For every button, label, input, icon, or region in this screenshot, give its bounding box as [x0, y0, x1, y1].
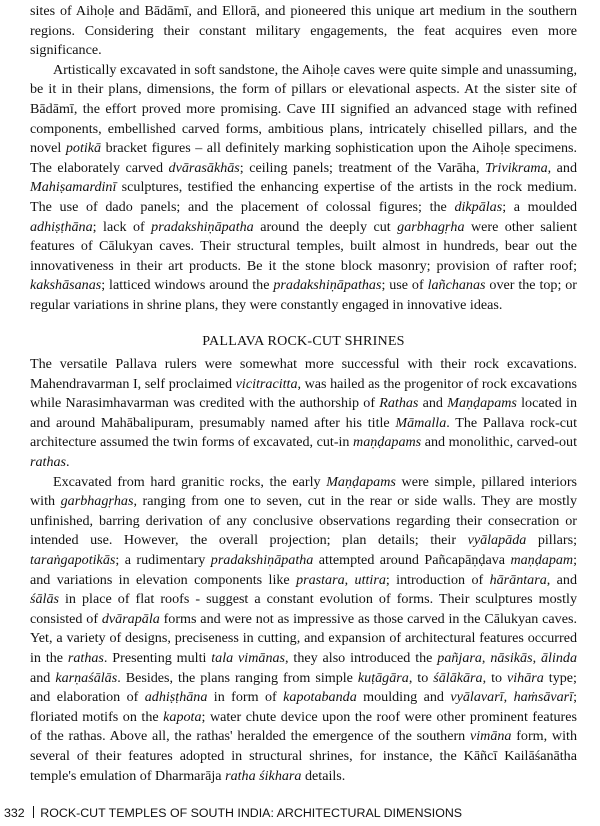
text-run: over the top; or regular variations in shrine plans, they were constantly engaged in innovative ideas.: [30, 277, 577, 313]
text-run: moulding and: [356, 689, 451, 706]
text-run: , to: [408, 669, 434, 686]
italic-term: tala vimānas: [211, 650, 286, 666]
text-run: ; ceiling panels; treatment of the Varāha,: [239, 159, 485, 176]
text-run: forms and were not as impressive as those carved in the Cālukyan caves. Yet, a variety of designs, preciseness in cutting, and expansion of architectural features occurred in the: [30, 610, 577, 666]
italic-term: śālākāra: [433, 669, 483, 686]
text-run: ; and variations in elevation components like: [30, 552, 578, 588]
text-run: around the deeply cut: [253, 218, 398, 235]
italic-term: nāsikās: [490, 650, 533, 666]
italic-term: lañchanas: [427, 277, 486, 294]
italic-term: pradakshiṇāpatha: [151, 218, 254, 235]
text-run: attempted around Pañcapāṇḍava: [313, 552, 511, 569]
italic-term: pradakshiṇāpatha: [210, 552, 314, 569]
text-run: ; latticed windows around the: [101, 277, 274, 294]
italic-term: taraṅgapotikās: [30, 552, 116, 569]
italic-term: pañjara: [437, 650, 482, 666]
text-run: in place of flat roofs - suggest a constant evolution of forms. Their sculptures mostly consisted of: [30, 591, 577, 627]
footer-divider: [33, 806, 35, 818]
italic-term: dikpālas: [454, 198, 503, 215]
italic-term: dvārapāla: [101, 610, 160, 627]
italic-term: vyālavarī: [450, 689, 504, 706]
italic-term: adhiṣṭhāna: [30, 218, 93, 235]
italic-term: garbhagṛhas: [60, 493, 134, 510]
italic-term: rathas: [67, 650, 104, 666]
text-run: ; use of: [381, 277, 428, 294]
paragraph-3: [30, 355, 577, 473]
text-run: , to: [482, 669, 508, 686]
text-run: in form of: [207, 689, 284, 706]
text-run: located in and around Mahābalipuram, presumably named after his title: [30, 395, 578, 431]
document-page: [30, 2, 577, 786]
text-run: and monolithic, carved-out: [421, 434, 577, 451]
text-run: ,: [532, 650, 541, 666]
text-run: ; lack of: [92, 218, 152, 235]
text-run: Excavated from hard granitic rocks, the early: [53, 473, 327, 490]
text-run: bracket figures – all definitely marking sophistication upon the Aihoḷe specimens. The elaborately carved: [30, 140, 578, 176]
text-run: Artistically excavated in soft sandstone, the Aihoḷe caves were quite simple and unassuming, be it in their plans, dimensions, the form of pillars or elevational aspects. At the sister site of Bādāmī, the effort proved more promising. Cave III signified an advanced stage with refined components, embellished carved forms, ambitious plans, intricately chiselled pillars, and the novel: [30, 61, 577, 157]
text-run: pillars;: [526, 532, 577, 549]
paragraph-4: [30, 473, 577, 787]
text-run: were other salient features of Cālukyan caves. Their structural temples, built almost in hundreds, bear out the innovativeness in their art products. Be it the stone block masonry; provision of rafter roof;: [30, 218, 578, 274]
text-run: The versatile Pallava rulers were somewhat more successful with their rock excavations. Mahendravarman I, self proclaimed: [30, 356, 577, 392]
italic-term: Maṇḍapams: [447, 395, 517, 412]
text-run: type; and elaboration of: [30, 669, 577, 706]
text-run: ; water chute device upon the roof were other prominent features of the rathas. Above all, the rathas' heralded the emergence of the southern: [30, 708, 577, 745]
running-title: ROCK-CUT TEMPLES OF SOUTH INDIA: ARCHITECTURAL DIMENSIONS: [40, 806, 463, 820]
paragraph-1: [30, 2, 577, 61]
text-run: ,: [503, 689, 514, 706]
italic-term: potikā: [65, 140, 102, 157]
text-run: . Besides, the plans ranging from simple: [117, 669, 358, 686]
italic-term: maṇḍapam: [510, 552, 574, 569]
italic-term: vyālapāda: [467, 532, 527, 549]
page-number: 332: [4, 806, 25, 820]
text-run: ,: [344, 571, 355, 588]
text-run: ; a rudimentary: [115, 552, 211, 569]
text-run: . The Pallava rock-cut architecture assumed the twin forms of excavated, cut-in: [30, 414, 577, 451]
section-heading: PALLAVA ROCK-CUT SHRINES: [202, 332, 405, 349]
page-footer: [4, 806, 462, 820]
italic-term: Maṇḍapams: [326, 473, 396, 490]
italic-term: ratha śikhara: [225, 767, 302, 784]
italic-term: Māmalla: [395, 414, 447, 431]
italic-term: śālās: [30, 591, 59, 608]
italic-term: adhiṣṭhāna: [144, 689, 208, 706]
italic-term: Mahiṣamardinī: [30, 179, 117, 196]
italic-term: ālinda: [540, 650, 578, 666]
text-run: were simple, pillared interiors with: [30, 473, 577, 510]
italic-term: kuṭāgāra: [357, 669, 409, 686]
italic-term: prastara: [296, 571, 345, 588]
text-run: form, with several of their features adopted in structural shrines, for instance, the Kāñcī Kailāśanātha temple's emulation of Dharmarāja: [30, 728, 577, 784]
italic-term: maṇḍapams: [353, 434, 422, 451]
text-run: , and: [547, 159, 578, 176]
text-run: , was hailed as the progenitor of rock excavations while Narasimhavarman was credited with the authorship of: [30, 375, 577, 412]
italic-term: karṇaśālās: [55, 669, 118, 686]
italic-term: Rathas: [379, 395, 419, 412]
text-run: , and: [546, 571, 578, 588]
paragraph-2: [30, 61, 577, 316]
italic-term: haṁsāvarī: [513, 689, 574, 706]
italic-term: hārāntara: [489, 571, 547, 588]
text-run: and: [418, 395, 448, 412]
text-run: ; a moulded: [502, 198, 577, 215]
italic-term: dvārasākhās: [168, 159, 240, 176]
italic-term: rathas: [30, 454, 67, 471]
italic-term: Trivikrama: [484, 159, 548, 176]
italic-term: kapotabanda: [283, 689, 357, 706]
italic-term: vimāna: [469, 728, 512, 745]
italic-term: pradakshiṇāpathas: [273, 277, 382, 294]
italic-term: kapota: [163, 708, 202, 725]
italic-term: uttira: [354, 571, 386, 588]
text-run: ; introduction of: [385, 571, 490, 588]
italic-term: kakshāsanas: [30, 277, 102, 294]
text-run: ,: [481, 650, 491, 666]
text-run: sites of Aihoḷe and Bādāmī, and Ellorā, and pioneered this unique art medium in the southern regions. Considering their constant military engagements, the feat acquires even more significance.: [30, 3, 577, 59]
italic-term: vicitracitta: [235, 375, 298, 392]
text-run: ; floriated motifs on the: [30, 689, 577, 725]
text-run: sculptures, testified the enhancing expertise of the artists in the rock medium. The use of dado panels; and the placement of colossal figures; the: [30, 179, 577, 215]
text-run: and: [30, 669, 56, 686]
text-run: .: [66, 454, 70, 471]
text-run: , ranging from one to seven, cut in the rear or side walls. They are mostly unfinished, barring derivation of any conclusive observations regarding their consecration or intended use. However, the overall projection; plan details; their: [30, 493, 577, 549]
text-run: , they also introduced the: [285, 650, 438, 666]
italic-term: garbhagṛha: [397, 218, 465, 235]
text-run: details.: [301, 767, 346, 784]
text-run: . Presenting multi: [103, 650, 212, 666]
italic-term: vihāra: [507, 669, 544, 686]
